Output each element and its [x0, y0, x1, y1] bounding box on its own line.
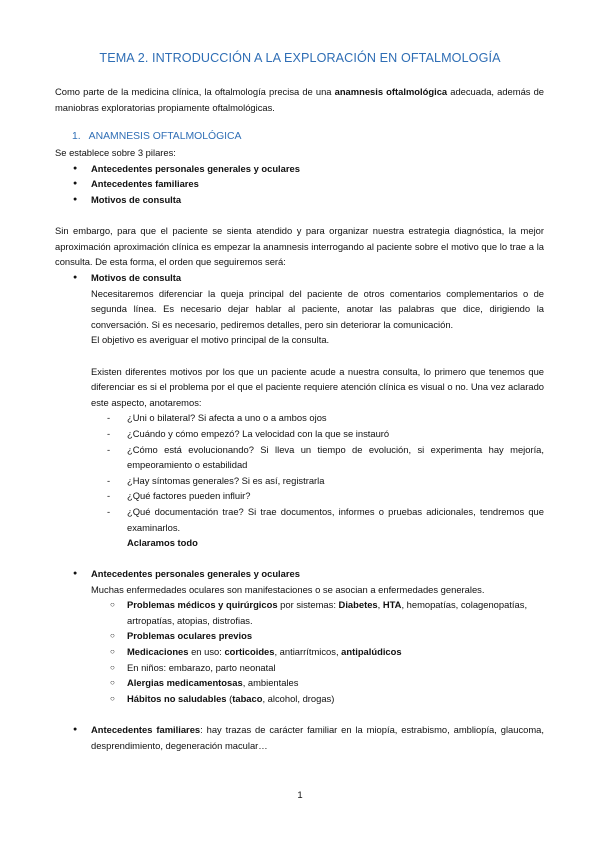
- motivos-heading: ● Motivos de consulta: [55, 270, 544, 286]
- antecedentes-item: ○ Alergias medicamentosas, ambientales: [55, 675, 544, 691]
- motivos-p2: El objetivo es averiguar el motivo principal de la consulta.: [91, 334, 330, 346]
- pilares-intro: Se establece sobre 3 pilares:: [55, 147, 176, 158]
- sin-embargo-paragraph: Sin embargo, para que el paciente se sienta atendido y para organizar nuestra estrategia diagnóstica, la mejor aproximación aproximación clínica es empezar la anamnesis interrogando al paciente sobre el motivo que lo trae a la consulta. De esta forma, el orden que seguiremos será:: [55, 225, 544, 268]
- pilar-item: ● Antecedentes familiares: [55, 176, 544, 192]
- page-title: TEMA 2. INTRODUCCIÓN A LA EXPLORACIÓN EN OFTALMOLOGÍA: [99, 51, 501, 65]
- motivos-list-item: - ¿Uni o bilateral? Si afecta a uno o a ambos ojos: [55, 410, 544, 426]
- intro-text: Como parte de la medicina clínica, la oftalmología precisa de una: [55, 86, 335, 97]
- section-number: 1.: [72, 131, 81, 142]
- pilar-item: ● Motivos de consulta: [55, 192, 544, 208]
- motivos-list-item: - ¿Cuándo y cómo empezó? La velocidad con la que se instauró: [55, 426, 544, 442]
- motivos-list-item: - ¿Qué factores pueden influir?: [55, 488, 544, 504]
- motivos-p1: Necesitaremos diferenciar la queja principal del paciente de otros comentarios complementarios o de segunda línea. Es necesario dejar hablar al paciente, anotar las palabras que dice, dirigiendo la conversación. Si es necesario, pediremos detalles, pero sin deteriorar la comunicación.: [91, 287, 544, 330]
- familiares-item: [55, 722, 544, 753]
- antecedentes-item: ○ En niños: embarazo, parto neonatal: [55, 660, 544, 676]
- antecedentes-heading: ● Antecedentes personales generales y oculares: [55, 566, 544, 582]
- section-label: ANAMNESIS OFTALMOLÓGICA: [88, 131, 242, 142]
- antecedentes-p1: Muchas enfermedades oculares son manifestaciones o se asocian a enfermedades generales.: [91, 583, 485, 595]
- familiares-text: : hay trazas de carácter familiar en la miopía, estrabismo, ambliopía, glaucoma, desprendimiento, degeneración macular…: [91, 724, 544, 751]
- antecedentes-item: ○ Problemas oculares previos: [55, 628, 544, 644]
- motivos-list-item: - ¿Qué documentación trae? Si trae documentos, informes o pruebas adicionales, tendremos que examinarlos.: [55, 504, 544, 535]
- intro-paragraph: [55, 84, 544, 115]
- familiares-heading: Antecedentes familiares: [91, 724, 201, 735]
- pilar-item: ● Antecedentes personales generales y oculares: [55, 161, 544, 177]
- section-heading-anamnesis: [72, 129, 241, 145]
- pilares-block: [55, 145, 544, 207]
- motivos-p3: Existen diferentes motivos por los que un paciente acude a nuestra consulta, lo primero que tenemos que diferenciar es si el problema por el que el paciente requiere atención clínica es visual o no. Una vez aclarado este aspecto, anotaremos:: [91, 365, 544, 408]
- antecedentes-block: [55, 566, 544, 706]
- page-number: 1: [297, 790, 303, 801]
- intro-bold: anamnesis oftalmológica: [334, 86, 448, 97]
- intro-text-end: adecuada, además de maniobras exploratorias propiamente oftalmológicas.: [55, 86, 545, 113]
- motivos-block: [55, 270, 544, 551]
- familiares-block: [55, 722, 544, 753]
- antecedentes-item: ○ Problemas médicos y quirúrgicos por sistemas: Diabetes, HTA, hemopatías, colagenopatías, artropatías, atopias, distrofias.: [55, 597, 544, 628]
- motivos-list-item: - ¿Cómo está evolucionando? Si lleva un tiempo de evolución, si experimenta hay mejoría, empeoramiento o estabilidad: [55, 442, 544, 473]
- antecedentes-item: ○ Medicaciones en uso: corticoides, antiarrítmicos, antipalúdicos: [55, 644, 544, 660]
- antecedentes-item: ○ Hábitos no saludables (tabaco, alcohol, drogas): [55, 691, 544, 707]
- motivos-list-item: - ¿Hay síntomas generales? Si es así, registrarla: [55, 473, 544, 489]
- aclaramos-todo: Aclaramos todo: [127, 537, 198, 549]
